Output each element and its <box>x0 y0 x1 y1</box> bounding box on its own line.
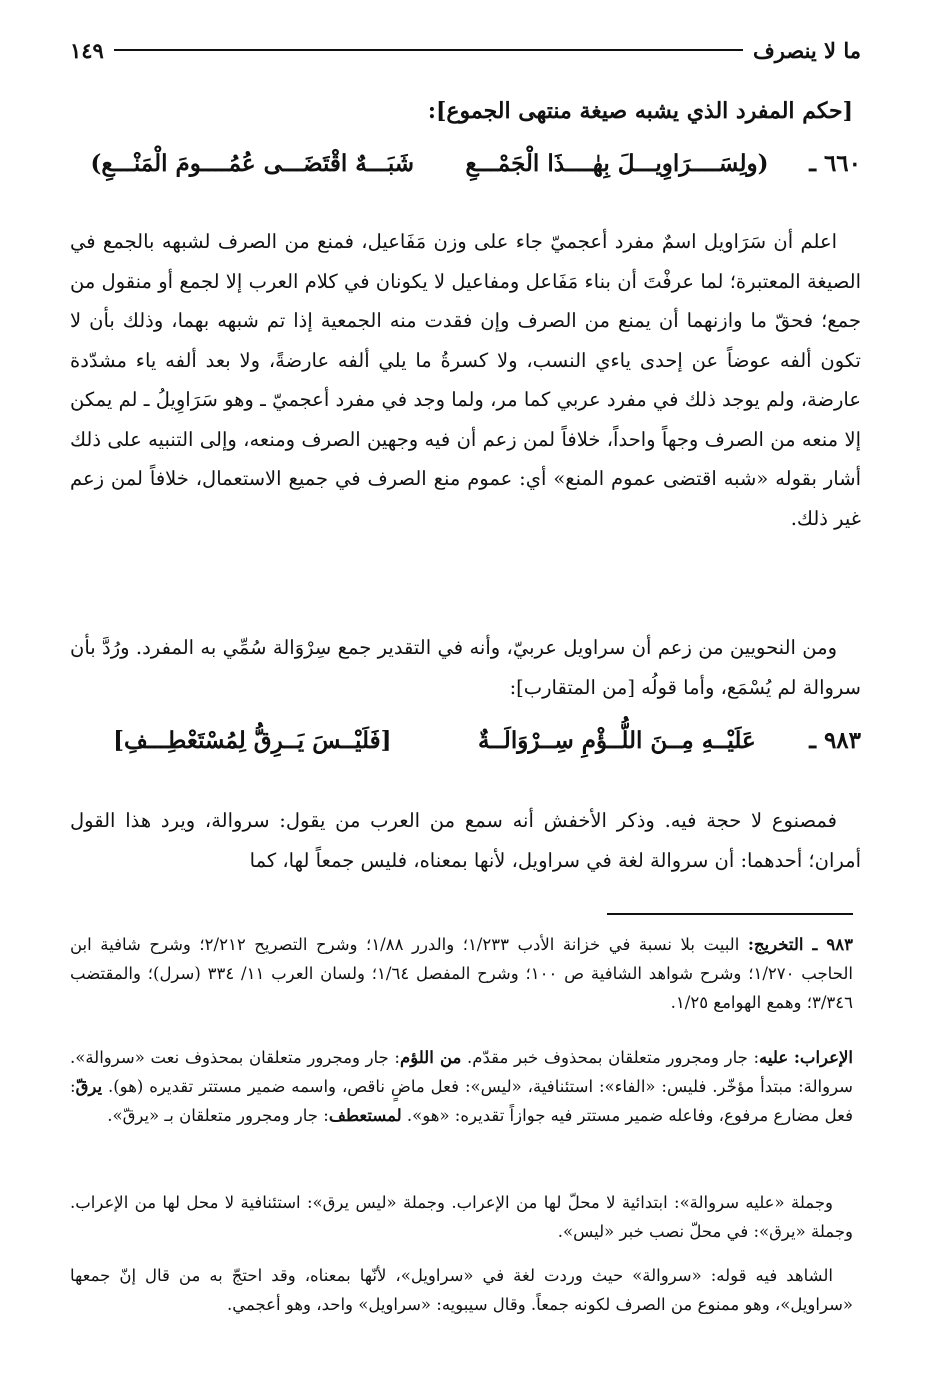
verse-first-hemistich: (ولِسَــــرَاوِيـــلَ بِهٰــــذَا الْجَمْـــعِ <box>465 150 769 177</box>
irab-text: : فعل مضارع مرفوع، وفاعله ضمير مستتر فيه جوازاً تقديره: «هو». <box>70 1077 853 1125</box>
irab-text: : جار ومجرور متعلقان بمحذوف خبر مقدّم. <box>467 1048 760 1067</box>
verse-number: ٦٦٠ ـ <box>809 150 861 177</box>
irab-label: الإعراب: <box>793 1048 853 1067</box>
footnote-separator <box>607 913 853 915</box>
running-title: ما لا ينصرف <box>753 37 861 63</box>
verse-second-hemistich: شَبَـــهٌ اقْتَضَـــى عُمُــــومَ الْمَنْـــعِ) <box>90 150 415 177</box>
paragraph-text: فمصنوع لا حجة فيه. وذكر الأخفش أنه سمع من العرب من يقول: سروالة، ويرد هذا القول أمران؛ أحدهما: أن سروالة لغة في سراويل، لأنها بمعناه، فليس جمعاً لها، كما <box>70 809 861 872</box>
irab-word: عليه <box>759 1048 789 1067</box>
irab-word: من اللؤم <box>399 1048 462 1067</box>
irab-word: يرقّ <box>75 1077 103 1096</box>
verse-660 <box>70 150 861 177</box>
footnote-takhrij <box>70 930 853 1017</box>
body-paragraph-3 <box>70 801 861 880</box>
footnote-shahid <box>70 1261 853 1319</box>
body-paragraph-2 <box>70 628 861 707</box>
verse-first-hemistich: عَلَيْــهِ مِــنَ اللُّــؤْمِ سِــرْوَالَــةٌ <box>478 727 756 754</box>
footnote-irab <box>70 1043 853 1130</box>
takhrij-text: البيت بلا نسبة في خزانة الأدب ١/٢٣٣؛ والدرر ١/٨٨؛ وشرح التصريح ٢/٢١٢؛ وشرح شافية ابن الحاجب ١/٢٧٠؛ وشرح شواهد الشافية ص ١٠٠؛ وشرح المفصل ١/٦٤؛ ولسان العرب ١١/ ٣٣٤ (سرل)؛ والمقتضب ٣/٣٤٦؛ وهمع الهوامع ١/٢٥. <box>70 935 853 1012</box>
page-number: ١٤٩ <box>70 37 104 63</box>
body-paragraph-1 <box>70 222 861 538</box>
takhrij-label: ٩٨٣ ـ التخريج: <box>747 935 853 954</box>
verse-second-hemistich: [فَلَيْــسَ يَــرِقُّ لِمُسْتَعْطِـــفِ] <box>113 727 392 754</box>
shahid-text: الشاهد فيه قوله: «سروالة» حيث وردت لغة في «سراويل»، لأنّها بمعناه، وقد احتجّ به من قال إنّ جمعها «سراويل»، وهو ممنوع من الصرف لكونه جمعاً. وقال سيبويه: «سراويل» واحد، وهو أعجمي. <box>70 1266 853 1314</box>
section-heading: [حكم المفرد الذي يشبه صيغة منتهى الجموع]: <box>427 98 853 124</box>
verse-number: ٩٨٣ ـ <box>809 727 861 754</box>
header-rule <box>114 49 743 51</box>
irab-text: : جار ومجرور متعلقان بمحذوف نعت «سروالة». سروالة: مبتدأ مؤخّر. فليس: «الفاء»: استئنافية، «ليس»: فعل ماضٍ ناقص، واسمه ضمير مستتر تقديره (هو). <box>70 1048 853 1096</box>
paragraph-text: اعلم أن سَرَاويل اسمٌ مفرد أعجميّ جاء على وزن مَفَاعيل، فمنع من الصرف لشبهه بالجمع في الصيغة المعتبرة؛ لما عرفْتَ أن بناء مَفَاعل ومفاعيل لا يكونان في كلام العرب إلا لجمع أو منقول من جمع؛ فحقّ ما وازنهما أن يمنع من الصرف وإن فقدت منه الجمعية إذا تم شبهه بهما، وذلك بأن لا تكون ألفه عوضاً عن إحدى ياءي النسب، ولا كسرةُ ما يلي ألفه عارضةً، ولا بعد ألفه ياء مشدّدة عارضة، ولم يوجد ذلك في مفرد عربي كما مر، ولما وجد في مفرد أعجميّ ـ وهو سَرَاوِيلُ ـ لم يمكن إلا منعه من الصرف وجهاً واحداً، خلافاً لمن زعم أن فيه وجهين الصرف ومنعه، وإلى التنبيه على ذلك أشار بقوله «شبه اقتضى عموم المنع» أي: عموم منع الصرف في جميع الاستعمال، خلافاً لمن زعم غير ذلك. <box>70 230 861 530</box>
page-header <box>70 30 861 70</box>
irab-word: لمستعطف <box>328 1106 402 1125</box>
irab-text: : جار ومجرور متعلقان بـ «يرقّ». <box>107 1106 329 1125</box>
paragraph-text: ومن النحويين من زعم أن سراويل عربيّ، وأنه في التقدير جمع سِرْوَالة سُمِّي به المفرد. ورُدَّ بأن سروالة لم يُسْمَع، وأما قولُه [من المتقارب]: <box>70 636 861 699</box>
verse-983 <box>70 727 861 754</box>
jumal-text: وجملة «عليه سروالة»: ابتدائية لا محلّ لها من الإعراب. وجملة «ليس يرق»: استئنافية لا محل لها من الإعراب. وجملة «يرق»: في محلّ نصب خبر «ليس». <box>70 1193 853 1241</box>
footnote-jumal <box>70 1188 853 1246</box>
